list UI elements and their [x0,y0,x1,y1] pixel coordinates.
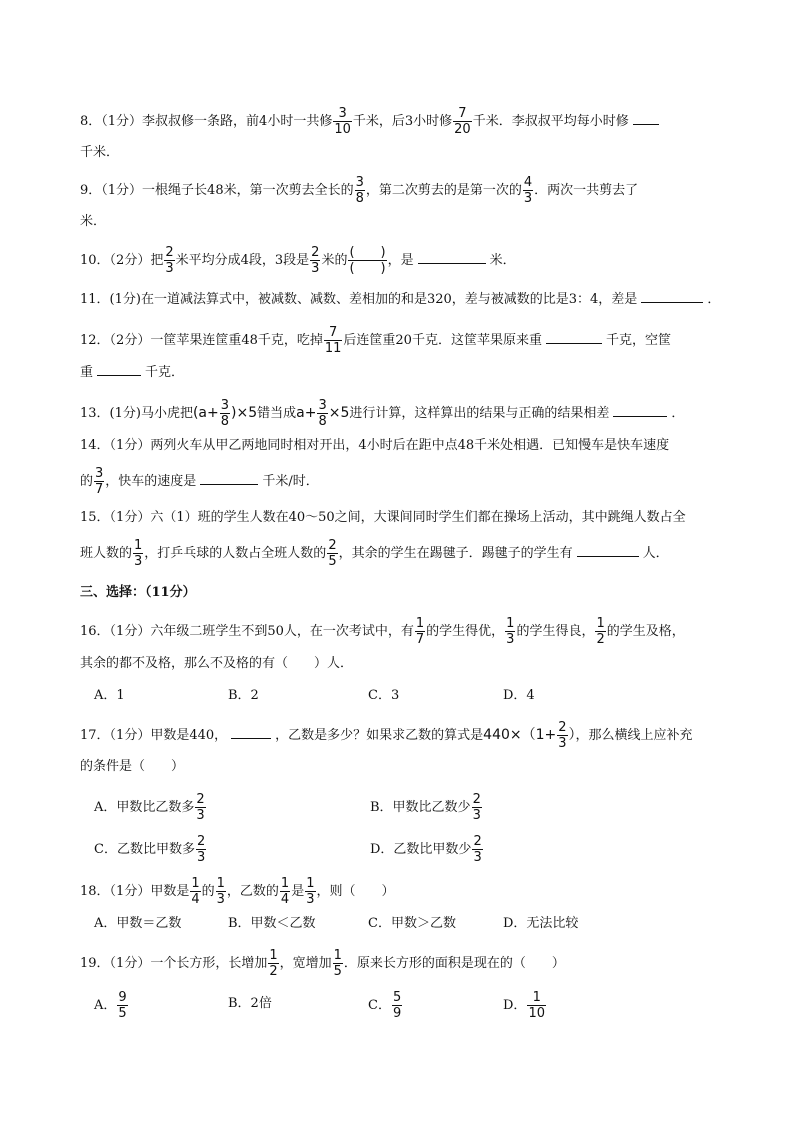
fraction: $\frac{2}{5}$ [328,538,337,569]
question-11: 11．(1分)在一道减法算式中，被减数、减数、差相加的和是320，差与被减数的比是3：4，差是 ． [80,288,720,310]
answer-blank[interactable] [633,110,659,125]
option-b[interactable]: B．甲数比乙数少 $\frac{2}{3}$ [370,792,481,823]
fraction: $\frac{4}{3}$ [523,175,533,206]
question-18: 18．（1分）甲数是 $\frac{1}{4}$ 的 $\frac{1}{3}$ ，乙数的 $\frac{1}{4}$ 是 $\frac{1}{3}$ ，则（ ） [80,876,395,907]
option-b[interactable]: B．2 [228,688,259,703]
fraction: $\frac{1}{7}$ [415,616,425,647]
fraction: $\frac{1}{3}$ [216,876,225,907]
answer-blank[interactable] [613,402,667,417]
question-8: 8．（1分）李叔叔修一条路，前4小时一共修 $\frac{3}{10}$ 千米，后3小时修 $\frac{7}{20}$ 千米．李叔叔平均每小时修 [80,106,663,137]
question-19: 19．（1分）一个长方形，长增加 $\frac{1}{2}$ ，宽增加 $\frac{1}{5}$ ．原来长方形的面积是现在的（ ） [80,948,565,979]
fraction: $\frac{9}{5}$ [118,990,127,1021]
option-d[interactable]: D．4 [503,688,535,703]
option-b[interactable]: B．2倍 [228,996,272,1011]
option-d[interactable]: D．无法比较 [503,916,579,931]
option-c[interactable]: C．甲数＞乙数 [368,916,456,931]
option-d[interactable]: D．乙数比甲数少 $\frac{2}{3}$ [370,834,482,865]
question-15: 15．（1分）六（1）班的学生人数在40～50之间，大课间同时学生们都在操场上活动，其中跳绳人数占全 [80,510,686,525]
fraction: $\frac{2}{3}$ [558,720,567,751]
fraction: $\frac{3}{8}$ [318,398,327,429]
fraction: $\frac{2}{3}$ [165,245,174,276]
option-c[interactable]: C． $\frac{5}{9}$ [368,990,402,1021]
fraction: $\frac{2}{3}$ [473,834,482,865]
fraction: $\frac{1}{2}$ [269,948,278,979]
answer-blank[interactable] [546,329,602,344]
fraction: $\frac{1}{3}$ [506,616,515,647]
fraction: $\frac{5}{9}$ [392,990,402,1021]
fraction: $\frac{3}{10}$ [334,106,351,137]
question-16-cont: 其余的都不及格，那么不及格的有（ ）人． [80,656,354,671]
option-a[interactable]: A．甲数比乙数多 $\frac{2}{3}$ [94,792,205,823]
fraction: $\frac{2}{3}$ [472,792,481,823]
fraction: $\frac{1}{10}$ [528,990,545,1021]
question-14: 14．（1分）两列火车从甲乙两地同时相对开出，4小时后在距中点48千米处相遇．已知慢车是快车速度 [80,438,670,453]
answer-blank[interactable] [641,288,703,303]
option-d[interactable]: D． $\frac{1}{10}$ [503,990,545,1021]
fraction: $\frac{1}{2}$ [596,616,605,647]
fraction: $\frac{1}{5}$ [333,948,342,979]
question-17: 17．（1分）甲数是440， ，乙数是多少？如果求乙数的算式是440×（1+ $\frac{2}{3}$ ），那么横线上应补充 [80,720,693,751]
option-c[interactable]: C．乙数比甲数多 $\frac{2}{3}$ [94,834,206,865]
question-10: 10．（2分）把 $\frac{2}{3}$ 米平均分成4段，3段是 $\frac{2}{3}$ 米的 $\frac{( )}{( )}$ ，是 米． [80,245,516,276]
question-15-cont: 班人数的 $\frac{1}{3}$ ，打乒乓球的人数占全班人数的 $\frac{2}{5}$ ，其余的学生在踢毽子．踢毽子的学生有 人． [80,538,669,569]
question-12-cont: 重 千克． [80,361,184,383]
fraction: $\frac{2}{3}$ [196,792,205,823]
option-b[interactable]: B．甲数＜乙数 [228,916,316,931]
question-14-cont: 的 $\frac{3}{7}$ ，快车的速度是 千米/时． [80,466,319,497]
fraction: $\frac{3}{8}$ [355,175,364,206]
question-8-cont: 千米． [80,145,120,160]
fraction: $\frac{3}{7}$ [95,466,104,497]
answer-blank[interactable] [577,542,639,557]
fraction: $\frac{1}{4}$ [280,876,290,907]
option-c[interactable]: C．3 [368,688,400,703]
question-9-cont: 米． [80,214,107,229]
question-9: 9．（1分）一根绳子长48米，第一次剪去全长的 $\frac{3}{8}$ ，第二次剪去的是第一次的 $\frac{4}{3}$ ．两次一共剪去了 [80,175,639,206]
option-a[interactable]: A．甲数＝乙数 [94,916,182,931]
answer-blank[interactable] [418,249,486,264]
section-heading: 三、选择：（11分） [80,585,196,600]
option-a[interactable]: A． $\frac{9}{5}$ [94,990,127,1021]
question-17-cont: 的条件是（ ） [80,759,185,774]
fraction: $\frac{1}{3}$ [306,876,315,907]
answer-blank[interactable] [200,470,258,485]
fraction: $\frac{2}{3}$ [311,245,320,276]
option-a[interactable]: A．1 [94,688,125,703]
question-12: 12．（2分）一筐苹果连筐重48千克，吃掉 $\frac{7}{11}$ 后连筐重20千克．这筐苹果原来重 千克，空筐 [80,325,671,356]
answer-blank[interactable] [231,724,271,739]
fraction: $\frac{7}{11}$ [324,325,342,356]
fraction: $\frac{7}{20}$ [454,106,471,137]
answer-blank[interactable] [97,361,141,376]
question-13: 13．(1分)马小虎把(a+ $\frac{3}{8}$ )×5错当成a+ $\frac{3}{8}$ ×5进行计算，这样算出的结果与正确的结果相差 ． [80,398,685,429]
fraction: $\frac{2}{3}$ [196,834,206,865]
fraction: $\frac{1}{4}$ [191,876,200,907]
fraction: $\frac{3}{8}$ [220,398,230,429]
question-16: 16．（1分）六年级二班学生不到50人，在一次考试中，有 $\frac{1}{7}$ 的学生得优， $\frac{1}{3}$ 的学生得良， $\frac{1}{2}$ 的学生及格， [80,616,685,647]
fraction-blank[interactable]: $\frac{( )}{( )}$ [349,245,386,276]
fraction: $\frac{1}{3}$ [134,538,143,569]
